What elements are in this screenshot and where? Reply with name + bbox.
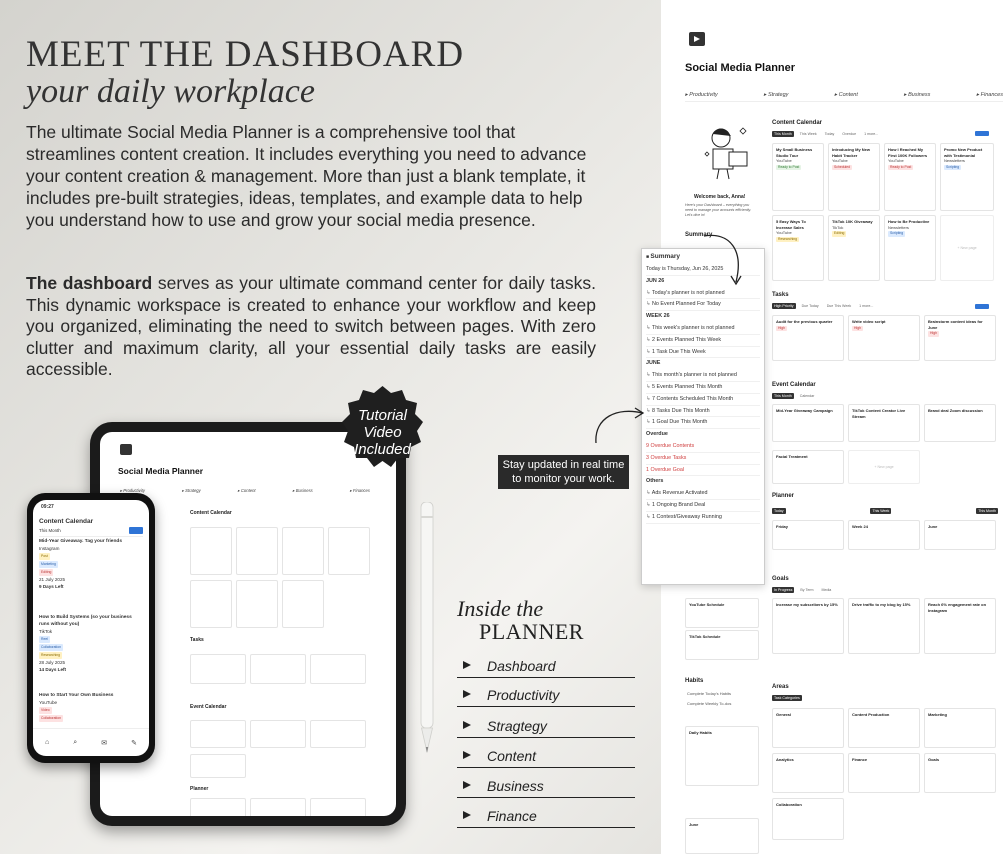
tablet-planner-heading: Planner	[190, 786, 209, 792]
goal-tab-term[interactable]: By Term	[800, 588, 814, 592]
summary-line: ↳ 7 Contents Scheduled This Month	[646, 394, 760, 406]
cc-card[interactable]: How to Be Productive Newsletters Scripting	[884, 215, 936, 281]
area-card[interactable]: Analytics	[772, 753, 844, 793]
habits-heading: Habits	[685, 678, 704, 684]
tablet-card	[282, 527, 324, 575]
planner-month[interactable]: This Month	[978, 509, 996, 513]
event-tabs	[772, 393, 816, 399]
tablet-card	[190, 654, 246, 684]
phone-item[interactable]: How to Start Your Own Business YouTube Video Collaboration	[39, 693, 114, 720]
event-card[interactable]: Mid-Year Giveaway Campaign	[772, 404, 844, 442]
menu-business[interactable]: Business	[457, 776, 635, 798]
habits-card[interactable]: Daily Habits	[685, 726, 759, 786]
tablet-card	[236, 580, 278, 628]
summary-line: ↳ 1 Task Due This Week	[646, 347, 760, 359]
cc-card[interactable]: Promo New Product with Testimonial Newsletters Scripting	[940, 143, 994, 211]
summary-line: ↳ 5 Events Planned This Month	[646, 382, 760, 394]
summary-section-heading: JUN 26	[646, 277, 665, 284]
summary-title: ■ Summary	[646, 253, 760, 260]
cc-tab-month[interactable]: This Month	[774, 132, 792, 136]
summary-line: 9 Overdue Contents	[646, 441, 760, 453]
planner-card[interactable]: Week 24	[848, 520, 920, 550]
headline-subtitle: your daily workplace	[26, 73, 315, 110]
welcome-illustration	[699, 122, 761, 184]
summary-line: ↳ 1 Ongoing Brand Deal	[646, 500, 760, 512]
cc-card[interactable]: 5 Easy Ways To Increase Sales YouTube Researching	[772, 215, 824, 281]
tablet-card	[310, 654, 366, 684]
event-tab-month[interactable]: This Month	[774, 394, 792, 398]
side-card[interactable]: YouTube Schedule	[685, 598, 759, 628]
side-summary-heading: Summary	[685, 232, 713, 238]
planner-card[interactable]: Friday	[772, 520, 844, 550]
inbox-icon[interactable]: ✉	[101, 739, 108, 747]
phone-tab[interactable]: This Month	[39, 528, 143, 537]
tutorial-badge	[339, 384, 426, 473]
phone-screen	[33, 500, 149, 756]
planner-tabs	[772, 508, 998, 514]
inside-planner-heading: Inside the PLANNER	[457, 596, 584, 644]
nav-business[interactable]: ▸ Business	[904, 92, 931, 98]
summary-section-heading: Overdue	[646, 431, 668, 438]
tablet-nav-item[interactable]: ▸ Business	[293, 488, 313, 493]
welcome-text: Welcome back, Anna!	[694, 194, 746, 200]
phone-time: 09:27	[41, 504, 54, 510]
summary-line: ↳ 1 Contest/Giveaway Running	[646, 512, 760, 524]
cc-card[interactable]: My Small Business Studio Tour YouTube Ready to Post	[772, 143, 824, 211]
tablet-nav-item[interactable]: ▸ Content	[238, 488, 256, 493]
goal-tabs	[772, 587, 833, 593]
tablet-card	[236, 527, 278, 575]
planner-title: Social Media Planner	[685, 62, 796, 74]
cc-card[interactable]: Introducing My New Habit Tracker YouTube Scheduled	[828, 143, 880, 211]
goal-card[interactable]: Reach 6% engagement rate on Instagram	[924, 598, 996, 654]
area-card[interactable]: Content Production	[848, 708, 920, 748]
summary-line: ↳ 1 Goal Due This Month	[646, 417, 760, 429]
tablet-card	[190, 754, 246, 778]
area-card[interactable]: Goals	[924, 753, 996, 793]
planner-heading: Planner	[772, 493, 795, 499]
goals-heading: Goals	[772, 576, 789, 582]
tablet-cc-heading: Content Calendar	[190, 510, 232, 516]
planner-card[interactable]: June	[924, 520, 996, 550]
tablet-nav-item[interactable]: ▸ Finances	[350, 488, 370, 493]
goal-card[interactable]: Increase my subscribers by 15%	[772, 598, 844, 654]
summary-line: ↳ This week's planner is not planned	[646, 323, 760, 335]
phone-title: Content Calendar	[39, 518, 94, 525]
area-tabs	[772, 695, 802, 701]
phone-new-button[interactable]	[129, 527, 143, 534]
goal-tab-media[interactable]: Media	[821, 588, 832, 592]
summary-line: ↳ No Event Planned For Today	[646, 299, 760, 311]
tablet-card	[310, 720, 366, 748]
realtime-callout: Stay updated in real time to monitor your work.	[498, 455, 629, 489]
tablet-card	[250, 720, 306, 748]
event-calendar-heading: Event Calendar	[772, 382, 816, 388]
tablet-card	[250, 654, 306, 684]
month-card[interactable]: June	[685, 818, 759, 854]
goal-tab-progress[interactable]: In Progress	[774, 588, 793, 592]
tablet-nav-item[interactable]: ▸ Productivity	[120, 488, 145, 493]
summary-line: 3 Overdue Tasks	[646, 453, 760, 465]
area-card[interactable]: Finance	[848, 753, 920, 793]
task-tab-week[interactable]: Due This Week	[826, 304, 852, 308]
cc-new-button[interactable]	[975, 131, 989, 136]
event-card[interactable]: Brand deal Zoom discussion	[924, 404, 996, 442]
summary-line: ↳ 8 Tasks Due This Month	[646, 406, 760, 418]
summary-line: 1 Overdue Goal	[646, 465, 760, 477]
cc-tab-today[interactable]: Today	[824, 132, 835, 136]
arrow-to-summary-icon	[700, 230, 750, 290]
tablet-card	[250, 798, 306, 816]
side-card[interactable]: TikTok Schedule	[685, 630, 759, 660]
phone-tabbar	[33, 728, 149, 756]
summary-line: ↳ 2 Events Planned This Week	[646, 335, 760, 347]
task-tab-high[interactable]: High Priority	[774, 304, 794, 308]
summary-line: ↳ This month's planner is not planned	[646, 370, 760, 382]
summary-lines	[646, 264, 760, 524]
home-icon[interactable]: ⌂	[45, 739, 50, 746]
habit-item[interactable]: Complete Today's Habits	[687, 691, 732, 696]
dashboard-paragraph	[26, 273, 596, 381]
menu-strategy[interactable]: Stragtegy	[457, 716, 635, 738]
tablet-card	[190, 720, 246, 748]
nav-strategy[interactable]: ▸ Strategy	[764, 92, 789, 98]
event-tab-calendar[interactable]: Calendar	[799, 394, 815, 398]
intro-paragraph: The ultimate Social Media Planner is a comprehensive tool that streamlines content creation. It includes everything you need to advance your content creation & management. More than just a blank template, it includes pre-built strategies, ideas, templates, and example data to help you understand how to use and grow your social media presence.	[26, 122, 587, 230]
cc-card[interactable]: TikTok 10K Giveaway TikTok Editing	[828, 215, 880, 281]
nav-content[interactable]: ▸ Content	[834, 92, 858, 98]
task-new-button[interactable]	[975, 304, 989, 309]
areas-heading: Areas	[772, 684, 789, 690]
task-card[interactable]: Write video script High	[848, 315, 920, 361]
summary-line: Today is Thursday, Jun 26, 2025	[646, 264, 760, 276]
menu-finance[interactable]: Finance	[457, 806, 635, 828]
menu-dashboard[interactable]: Dashboard	[457, 656, 635, 678]
planner-week[interactable]: This Week	[872, 509, 890, 513]
area-tab-categories[interactable]: Task Categories	[774, 696, 800, 700]
tablet-card	[190, 527, 232, 575]
cc-tab-overdue[interactable]: Overdue	[842, 132, 857, 136]
cc-tab-week[interactable]: This Week	[799, 132, 817, 136]
task-tab-more[interactable]: 1 more...	[859, 304, 874, 308]
tablet-card	[190, 798, 246, 816]
nav-finances[interactable]: ▸ Finances	[976, 92, 1003, 98]
badge-text: Tutorial Video Included	[354, 407, 411, 458]
edit-icon[interactable]: ✎	[131, 739, 137, 747]
summary-section-heading: Others	[646, 478, 664, 485]
headline	[26, 36, 464, 110]
summary-popup	[641, 248, 765, 585]
tablet-card	[328, 527, 370, 575]
phone-item[interactable]: Mid-Year Giveaway. Tag your friends Instagram Post Marketing Editing 21 July 2025 9 Days Left	[39, 539, 122, 589]
cc-tabs	[772, 131, 880, 137]
nav-productivity[interactable]: ▸ Productivity	[685, 92, 718, 98]
habit-item[interactable]: Complete Weekly To-dos	[687, 701, 732, 706]
tablet-card	[190, 580, 232, 628]
phone-item[interactable]: How to Build Systems (so your business runs without you) TikTok Reel Collaboration Researching 28 July 2025 14 Days Left	[39, 615, 132, 672]
task-card[interactable]: Audit for the previous quarter High	[772, 315, 844, 361]
search-icon[interactable]: ⌕	[73, 738, 78, 746]
tablet-nav-item[interactable]: ▸ Strategy	[182, 488, 201, 493]
planner-today[interactable]: Today	[774, 509, 784, 513]
planner-logo-icon	[689, 32, 705, 46]
event-new-page[interactable]: + New page	[848, 450, 920, 484]
content-calendar-heading: Content Calendar	[772, 120, 823, 126]
menu-content[interactable]: Content	[457, 746, 635, 768]
planner-nav	[685, 92, 1003, 102]
area-card[interactable]: General	[772, 708, 844, 748]
summary-section-heading: JUNE	[646, 360, 661, 367]
welcome-subtext: Here's your Dashboard – everything you need to manage your accounts efficiently. Let's dive in!	[685, 203, 752, 217]
tablet-card	[282, 580, 324, 628]
arrow-to-callout-icon	[588, 403, 648, 449]
event-card[interactable]: TikTok Content Creator Live Stream	[848, 404, 920, 442]
tablet-event-heading: Event Calendar	[190, 704, 227, 710]
cc-new-page[interactable]: + New page	[940, 215, 994, 281]
tasks-heading: Tasks	[772, 292, 789, 298]
headline-title: MEET THE DASHBOARD	[26, 34, 465, 75]
menu-productivity[interactable]: Productivity	[457, 685, 635, 707]
stylus-pencil-icon	[420, 502, 434, 754]
cc-card[interactable]: How I Reached My First 100K Followers YouTube Ready to Post	[884, 143, 936, 211]
summary-section-heading: WEEK 26	[646, 313, 670, 320]
area-card[interactable]: Marketing	[924, 708, 996, 748]
event-card[interactable]: Facial Treatment	[772, 450, 844, 484]
dashboard-rest: serves as your ultimate command center for daily tasks. This dynamic workspace is created to enhance your workflow and keep you organized, eliminating the need to switch between pages. With zero clutter and maximum clarity, all your essential daily tasks are easily accessible.	[26, 273, 596, 379]
tablet-logo-icon	[120, 444, 132, 455]
cc-tab-more[interactable]: 1 more...	[864, 132, 879, 136]
task-card[interactable]: Brainstorm content ideas for June High	[924, 315, 996, 361]
area-card[interactable]: Collaboration	[772, 798, 844, 840]
summary-line: ↳ Today's planner is not planned	[646, 288, 760, 300]
summary-line: ↳ Ads Revenue Activated	[646, 488, 760, 500]
tablet-tasks-heading: Tasks	[190, 637, 204, 643]
task-tab-today[interactable]: Due Today	[801, 304, 819, 308]
tablet-title: Social Media Planner	[118, 466, 204, 476]
goal-card[interactable]: Drive traffic to my blog by 15%	[848, 598, 920, 654]
dashboard-bold: The dashboard	[26, 273, 153, 293]
tablet-card	[310, 798, 366, 816]
tablet-nav	[120, 488, 370, 493]
task-tabs	[772, 303, 875, 309]
